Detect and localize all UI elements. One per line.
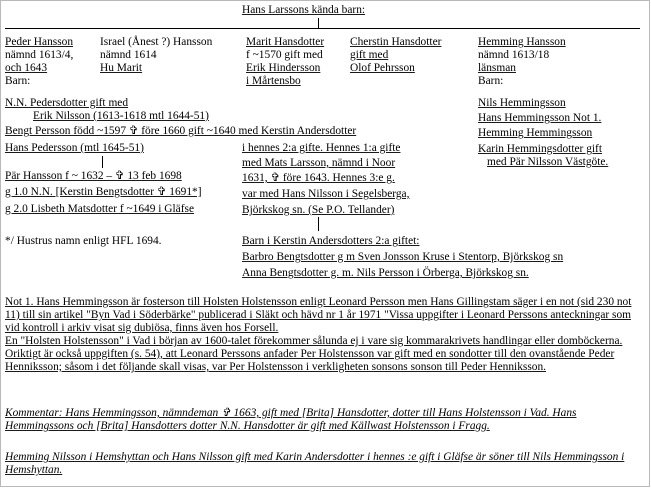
descendant-line: g 2.0 Lisbeth Matsdotter f ~1649 i Gläfse xyxy=(5,203,195,215)
descendant-line: var med Hans Nilsson i Segelsberga, xyxy=(242,188,410,200)
descendant-line: Anna Bengtsdotter g. m. Nils Persson i Örberga, Björkskog sn. xyxy=(242,267,529,279)
child-line: gift med xyxy=(350,49,389,61)
descendant-line: Hemming Hemmingsson xyxy=(478,127,593,139)
descendant-line: i hennes 2:a gifte. Hennes 1:a gifte xyxy=(242,142,401,154)
descendant-line: Pär Hansson f ~ 1632 – ✞ 13 feb 1698 xyxy=(5,170,182,182)
tree-connector-vertical xyxy=(318,217,319,231)
descendant-line: Bengt Persson född ~1597 ✞ före 1660 gift ~1640 med Kerstin Andersdotter xyxy=(5,125,357,137)
child-name: Israel (Ånest ?) Hansson xyxy=(100,36,213,48)
child-line: och 1643 xyxy=(5,62,48,74)
child-line: nämnd 1613/4, xyxy=(5,49,74,61)
child-line: nämnd 1613/18 xyxy=(478,49,550,61)
descendant-line: 1631, ✞ före 1643. Hennes 3:e g. xyxy=(242,172,395,184)
descendant-line: Erik Nilsson (1613-1618 mtl 1644-51) xyxy=(33,110,209,122)
descendant-line: g 1.0 N.N. [Kerstin Bengtsdotter ✞ 1691*] xyxy=(5,186,202,198)
child-name: Cherstin Hansdotter xyxy=(350,36,442,48)
descendant-line: Hans Hemmingsson Not 1. xyxy=(478,112,602,124)
footnote: */ Hustrus namn enligt HFL 1694. xyxy=(5,235,162,247)
child-line: Barn: xyxy=(5,75,31,87)
closing-paragraph: Hemming Nilsson i Hemshyttan och Hans Nilsson gift med Karin Andersdotter i hennes :e gift i Gläfse är söner till Nils Hemmingsson i Hemshyttan. xyxy=(5,451,625,476)
note-paragraph-1: Not 1. Hans Hemmingsson är fosterson till Holsten Holstensson enligt Leonard Persson men Hans Gillingstam säger i en not (sid 230 not 11) till sin artikel "Byn Vad i Söderbärke" publicerad i Släkt och hävd nr 1 år 1971 "Vissa uppgifter i Leonard Perssons anteckningar som vid kontroll i arkiv visat sig dubiösa, finns även hos Forsell. xyxy=(5,296,632,334)
child-line: länsman xyxy=(478,62,516,74)
descendant-line: Karin Hemmingsdotter gift xyxy=(478,143,603,155)
descendant-line: Barbro Bengtsdotter g m Sven Jonsson Kruse i Stentorp, Björkskog sn xyxy=(242,251,564,263)
tree-connector-vertical xyxy=(102,156,103,168)
child-line: Barn: xyxy=(478,75,504,87)
tree-connector-horizontal xyxy=(5,28,640,29)
descendant-line: Björkskog sn. (Se P.O. Tellander) xyxy=(242,204,395,216)
comment-paragraph: Kommentar: Hans Hemmingsson, nämndeman ✞ 1663, gift med [Brita] Hansdotter, dotter till Hans Holstensson i Vad. Hans Hemmingssons och [Brita] Hansdotters dotter N.N. Hansdotter är gift med Källwast Holstensson i Fragg. xyxy=(5,407,577,432)
child-line: nämnd 1614 xyxy=(100,49,157,61)
tree-connector-vertical xyxy=(318,18,319,28)
descendant-line: Barn i Kerstin Andersdotters 2:a giftet: xyxy=(242,235,420,247)
child-name: Peder Hansson xyxy=(5,36,74,48)
descendant-line: Hans Pedersson (mtl 1645-51) xyxy=(5,142,144,154)
child-line: f ~1570 gift med xyxy=(246,49,323,61)
descendant-line: med Mats Larsson, nämnd i Noor xyxy=(242,157,396,169)
page-title: Hans Larssons kända barn: xyxy=(242,4,366,16)
child-line: Olof Pehrsson xyxy=(350,62,415,74)
note-paragraph-2: En "Holsten Holstensson" i Vad i början av 1600-talet förekommer sålunda ej i vare sig kommarakrivets handlingar eller domböckerna. Oriktigt är också uppgiften (s. 54), att Leonard Perssons anfader Per Holstensson var gift med en sondotter till den ovanstående Peder Henniksson; såsom i det följande skall visas, var Per Holstensson i verkligheten sonsons sonson till Peder Henniksson. xyxy=(5,335,623,373)
child-line: Hu Marit xyxy=(100,62,143,74)
child-name: Hemming Hansson xyxy=(478,36,566,48)
child-line: i Mårtensbo xyxy=(246,75,301,87)
descendant-line: med Pär Nilsson Västgöte. xyxy=(487,156,609,168)
child-name: Marit Hansdotter xyxy=(246,36,325,48)
descendant-line: Nils Hemmingsson xyxy=(478,97,566,109)
descendant-line: N.N. Pedersdotter gift med xyxy=(5,97,129,109)
child-line: Erik Hindersson xyxy=(246,62,321,74)
